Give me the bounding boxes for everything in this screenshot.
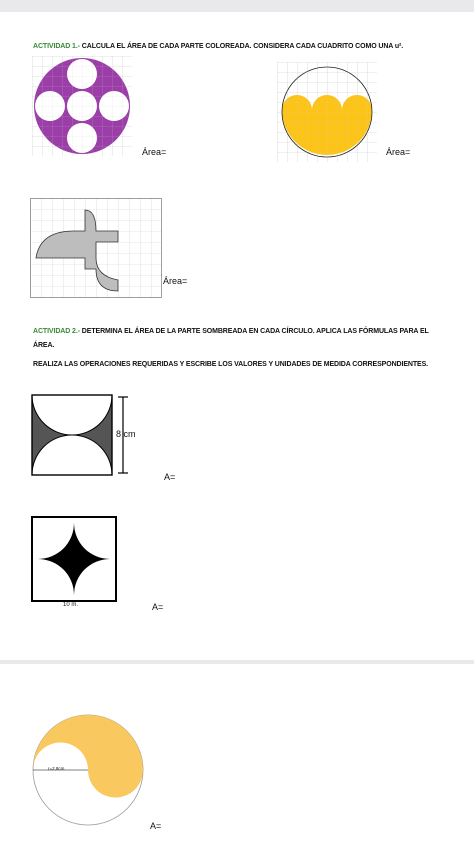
activity-2-label: ACTIVIDAD 2.- xyxy=(33,328,80,335)
measure-8cm: 8 cm xyxy=(116,429,136,439)
activity-2-instruction xyxy=(33,328,429,335)
activity-1-instruction xyxy=(33,43,403,50)
measure-10m: 10 m. xyxy=(63,602,79,608)
area-label-3: Área= xyxy=(163,276,188,286)
activity-1-label: ACTIVIDAD 1.- xyxy=(33,43,80,50)
activity-1-text: CALCULA EL ÁREA DE CADA PARTE COLOREADA. CONSIDERA CADA CUADRITO COMO UNA u². xyxy=(81,43,404,50)
measure-radius: r=2,8cm xyxy=(48,766,65,771)
a-label-2: A= xyxy=(152,602,164,612)
area-label-1: Área= xyxy=(142,147,167,157)
activity-2-text: DETERMINA EL ÁREA DE LA PARTE SOMBREADA EN CADA CÍRCULO. APLICA LAS FÓRMULAS PARA EL xyxy=(81,328,429,335)
area-label-2: Área= xyxy=(386,147,411,157)
a-label-3: A= xyxy=(150,821,162,831)
figure-star-square xyxy=(30,515,118,603)
figure-purple-circle xyxy=(32,56,132,156)
activity-2-text-cont: ÁREA. xyxy=(33,342,55,349)
figure-yellow-circle xyxy=(277,62,377,162)
worksheet-page-1 xyxy=(0,12,474,660)
a-label-1: A= xyxy=(164,472,176,482)
figure-gray-shape xyxy=(30,198,162,298)
worksheet-page-2 xyxy=(0,664,474,866)
activity-2-text-2: REALIZA LAS OPERACIONES REQUERIDAS Y ESCRIBE LOS VALORES Y UNIDADES DE MEDIDA CORRESPONDIENTES. xyxy=(33,361,429,368)
